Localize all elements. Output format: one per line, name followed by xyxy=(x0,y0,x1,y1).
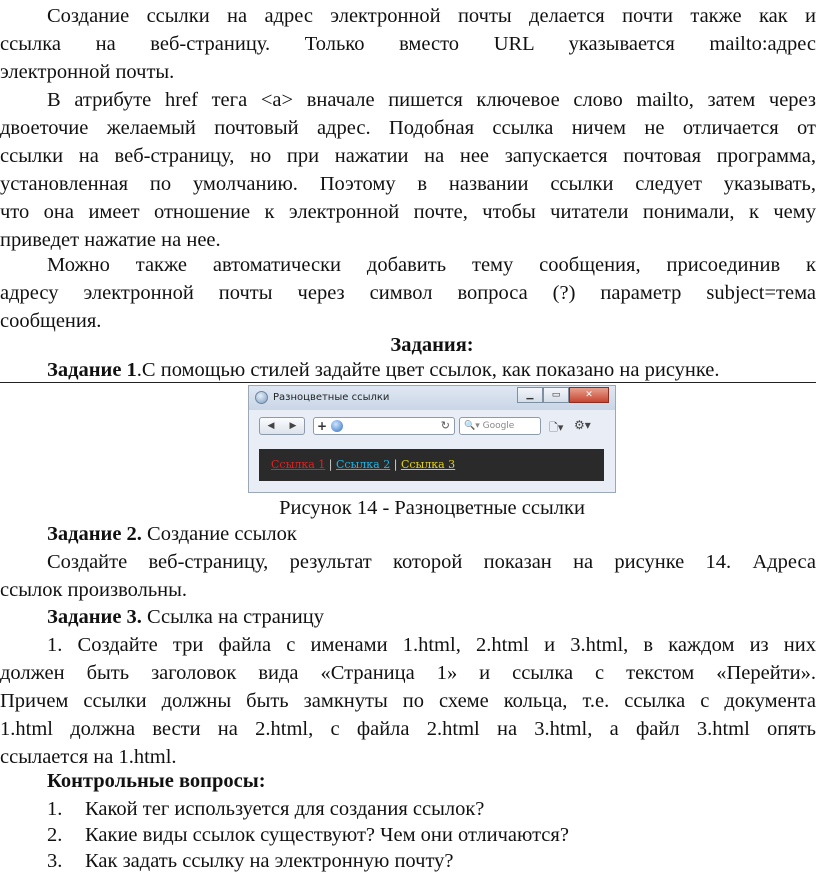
search-placeholder: Google xyxy=(482,421,515,431)
address-bar[interactable] xyxy=(313,417,455,435)
figure-caption: Рисунок 14 - Разноцветные ссылки xyxy=(279,497,585,519)
task-1-label: Задание 1 xyxy=(47,359,137,381)
window-controls xyxy=(517,387,609,404)
add-bookmark-icon[interactable]: + xyxy=(317,419,328,433)
task-1-text: .С помощью стилей задайте цвет ссылок, как показано на рисунке. xyxy=(136,359,720,381)
globe-icon xyxy=(331,420,343,432)
minimize-icon[interactable]: ▁ xyxy=(517,387,543,403)
window-titlebar xyxy=(249,386,615,410)
link-1[interactable]: Ссылка 1 xyxy=(271,458,326,471)
paragraph-2-line-2: двоеточие желаемый почтовый адрес. Подобная ссылка ничем не отличается от xyxy=(0,117,816,139)
navigation-buttons xyxy=(259,417,305,435)
question-3 xyxy=(0,848,816,874)
task-3-label: Задание 3. xyxy=(47,606,142,628)
reload-icon[interactable]: ↻ xyxy=(440,419,450,432)
link-separator-1: | xyxy=(328,458,333,471)
close-icon[interactable]: ✕ xyxy=(569,387,609,403)
task-2-label: Задание 2. xyxy=(47,523,142,545)
question-2-text: Какие виды ссылок существуют? Чем они отличаются? xyxy=(85,824,569,846)
task-3-line-2: должен быть заголовок вида «Страница 1» и ссылка с текстом «Перейти». xyxy=(0,662,816,684)
task-3-line-1: 1. Создайте три файла с именами 1.html, 2.html и 3.html, в каждом из них xyxy=(47,634,816,656)
question-1 xyxy=(0,796,816,822)
paragraph-3-line-2: адресу электронной почты через символ вопроса (?) параметр subject=тема xyxy=(0,282,816,304)
question-2 xyxy=(0,822,816,848)
task-3-heading xyxy=(0,604,816,630)
page-menu-icon[interactable]: 🗋▾ xyxy=(549,421,564,434)
question-1-number: 1. xyxy=(47,798,63,820)
window-title: Разноцветные ссылки xyxy=(273,392,390,403)
task-2-title: Создание ссылок xyxy=(147,523,297,545)
tasks-heading: Задания: xyxy=(390,334,474,356)
browser-logo-icon xyxy=(255,391,268,404)
paragraph-3-line-3: сообщения. xyxy=(0,310,102,332)
horizontal-rule xyxy=(0,382,816,383)
colored-links xyxy=(271,458,455,471)
question-3-number: 3. xyxy=(47,850,63,872)
paragraph-2-line-6: приведет нажатие на нее. xyxy=(0,229,221,251)
question-1-text: Какой тег используется для создания ссылок? xyxy=(85,798,485,820)
task-3-title: Ссылка на страницу xyxy=(147,606,324,628)
paragraph-2-line-1: В атрибуте href тега <a> вначале пишется ключевое слово mailto, затем через xyxy=(47,89,816,111)
gear-icon[interactable]: ⚙▾ xyxy=(574,418,591,432)
task-2-heading xyxy=(0,521,816,547)
task-3-line-3: Причем ссылки должны быть замкнуты по схеме кольца, т.е. ссылка с документа xyxy=(0,690,816,712)
paragraph-1-line-1: Создание ссылки на адрес электронной почты делается почти также как и xyxy=(47,5,816,27)
task-2-line-1: Создайте веб-страницу, результат которой показан на рисунке 14. Адреса xyxy=(47,551,816,573)
maximize-icon[interactable]: ▭ xyxy=(543,387,569,403)
back-arrow-icon[interactable]: ◀ xyxy=(267,421,275,431)
browser-toolbar xyxy=(249,414,615,440)
link-separator-2: | xyxy=(393,458,398,471)
browser-screenshot-figure xyxy=(248,385,616,493)
task-3-line-4: 1.html должна вести на 2.html, с файла 2.html на 3.html, а файл 3.html опять xyxy=(0,718,816,740)
task-2-line-2: ссылок произвольны. xyxy=(0,579,188,601)
question-3-text: Как задать ссылку на электронную почту? xyxy=(85,850,454,872)
task-3-line-5: ссылается на 1.html. xyxy=(0,746,177,768)
task-1 xyxy=(0,357,816,383)
search-icon: 🔍▾ xyxy=(464,421,483,431)
paragraph-2-line-5: что она имеет отношение к электронной почте, чтобы читатели понимали, к чему xyxy=(0,201,816,223)
paragraph-2-line-4: установленная по умолчанию. Поэтому в названии ссылки следует указывать, xyxy=(0,173,816,195)
paragraph-3-line-1: Можно также автоматически добавить тему сообщения, присоединив к xyxy=(47,254,816,276)
link-2[interactable]: Ссылка 2 xyxy=(335,458,391,471)
link-3[interactable]: Ссылка 3 xyxy=(400,458,456,471)
search-input[interactable] xyxy=(459,417,541,435)
page-content-area xyxy=(259,449,604,481)
question-2-number: 2. xyxy=(47,824,63,846)
paragraph-1-line-2: ссылка на веб-страницу. Только вместо URL указывается mailto:адрес xyxy=(0,33,816,55)
control-questions-heading: Контрольные вопросы: xyxy=(47,770,266,792)
paragraph-2-line-3: ссылки на веб-страницу, но при нажатии на нее запускается почтовая программа, xyxy=(0,145,816,167)
forward-arrow-icon[interactable]: ▶ xyxy=(289,421,297,431)
paragraph-1-line-3: электронной почты. xyxy=(0,61,175,83)
